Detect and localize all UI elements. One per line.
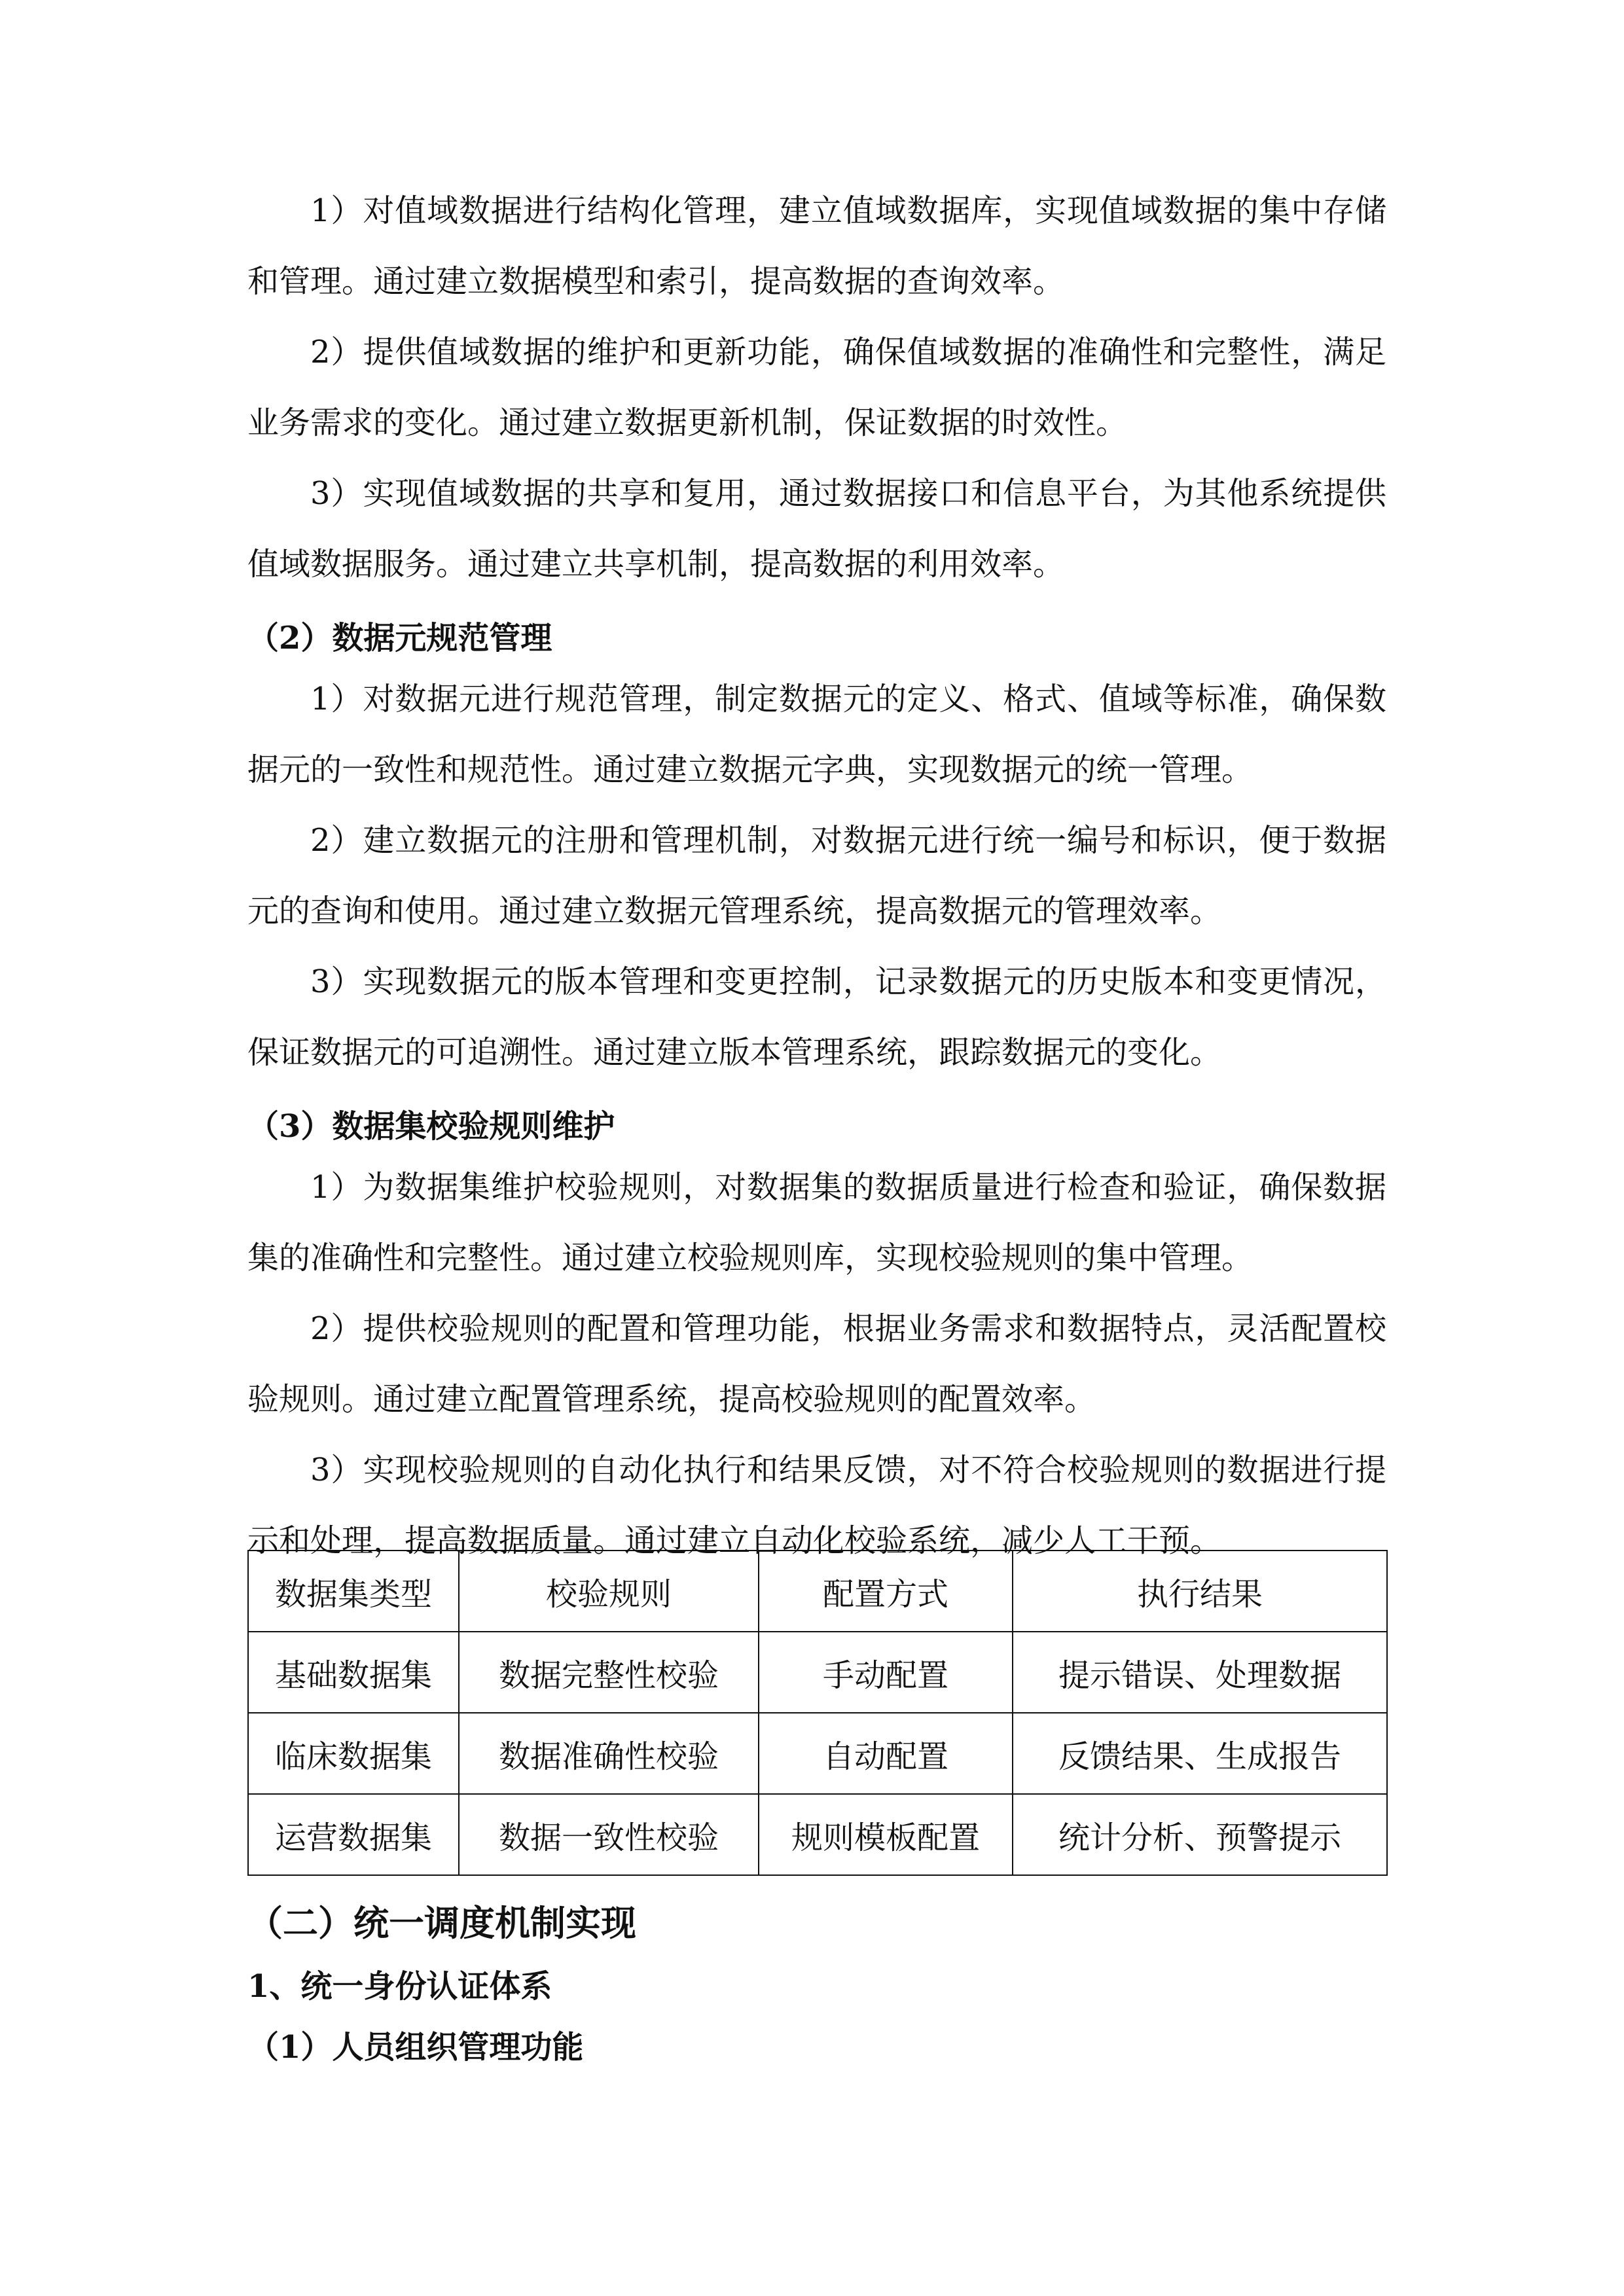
subsubsection-title-org-management: （1）人员组织管理功能 [247, 2029, 584, 2066]
paragraph-data-element-3: 3）实现数据元的版本管理和变更控制，记录数据元的历史版本和变更情况，保证数据元的可追溯性。通过建立版本管理系统，跟踪数据元的变化。 [247, 963, 1386, 1071]
table-cell: 运营数据集 [248, 1794, 459, 1875]
table-cell: 自动配置 [759, 1713, 1013, 1794]
table-row [248, 1632, 1387, 1713]
table-cell: 反馈结果、生成报告 [1013, 1713, 1387, 1794]
table-cell: 基础数据集 [248, 1632, 459, 1713]
table-cell: 提示错误、处理数据 [1013, 1632, 1387, 1713]
table-header-cell: 数据集类型 [248, 1551, 459, 1632]
table-row [248, 1794, 1387, 1875]
table-cell: 规则模板配置 [759, 1794, 1013, 1875]
paragraph-range-data-1: 1）对值域数据进行结构化管理，建立值域数据库，实现值域数据的集中存储和管理。通过建立数据模型和索引，提高数据的查询效率。 [247, 192, 1386, 300]
paragraph-range-data-2: 2）提供值域数据的维护和更新功能，确保值域数据的准确性和完整性，满足业务需求的变化。通过建立数据更新机制，保证数据的时效性。 [247, 334, 1386, 441]
table-header-cell: 执行结果 [1013, 1551, 1387, 1632]
table-row [248, 1713, 1387, 1794]
table-cell: 数据一致性校验 [459, 1794, 759, 1875]
table-header-cell: 校验规则 [459, 1551, 759, 1632]
paragraph-data-element-2: 2）建立数据元的注册和管理机制，对数据元进行统一编号和标识，便于数据元的查询和使用。通过建立数据元管理系统，提高数据元的管理效率。 [247, 822, 1386, 929]
subsection-title-identity-auth: 1、统一身份认证体系 [247, 1968, 552, 2005]
table-cell: 手动配置 [759, 1632, 1013, 1713]
table-cell: 临床数据集 [248, 1713, 459, 1794]
paragraph-validation-1: 1）为数据集维护校验规则，对数据集的数据质量进行检查和验证，确保数据集的准确性和完整性。通过建立校验规则库，实现校验规则的集中管理。 [247, 1169, 1386, 1276]
validation-rules-table [247, 1550, 1388, 1876]
paragraph-validation-3: 3）实现校验规则的自动化执行和结果反馈，对不符合校验规则的数据进行提示和处理，提高数据质量。通过建立自动化校验系统，减少人工干预。 [247, 1452, 1386, 1559]
table-cell: 数据准确性校验 [459, 1713, 759, 1794]
table-cell: 统计分析、预警提示 [1013, 1794, 1387, 1875]
heading-validation-rules: （3）数据集校验规则维护 [247, 1108, 615, 1145]
table-cell: 数据完整性校验 [459, 1632, 759, 1713]
paragraph-validation-2: 2）提供校验规则的配置和管理功能，根据业务需求和数据特点，灵活配置校验规则。通过建立配置管理系统，提高校验规则的配置效率。 [247, 1310, 1386, 1418]
table-header-cell: 配置方式 [759, 1551, 1013, 1632]
heading-data-element: （2）数据元规范管理 [247, 620, 552, 656]
table-header-row [248, 1551, 1387, 1632]
paragraph-data-element-1: 1）对数据元进行规范管理，制定数据元的定义、格式、值域等标准，确保数据元的一致性和规范性。通过建立数据元字典，实现数据元的统一管理。 [247, 681, 1386, 788]
section-title-unified-scheduling: （二）统一调度机制实现 [247, 1902, 636, 1944]
paragraph-range-data-3: 3）实现值域数据的共享和复用，通过数据接口和信息平台，为其他系统提供值域数据服务。通过建立共享机制，提高数据的利用效率。 [247, 475, 1386, 583]
